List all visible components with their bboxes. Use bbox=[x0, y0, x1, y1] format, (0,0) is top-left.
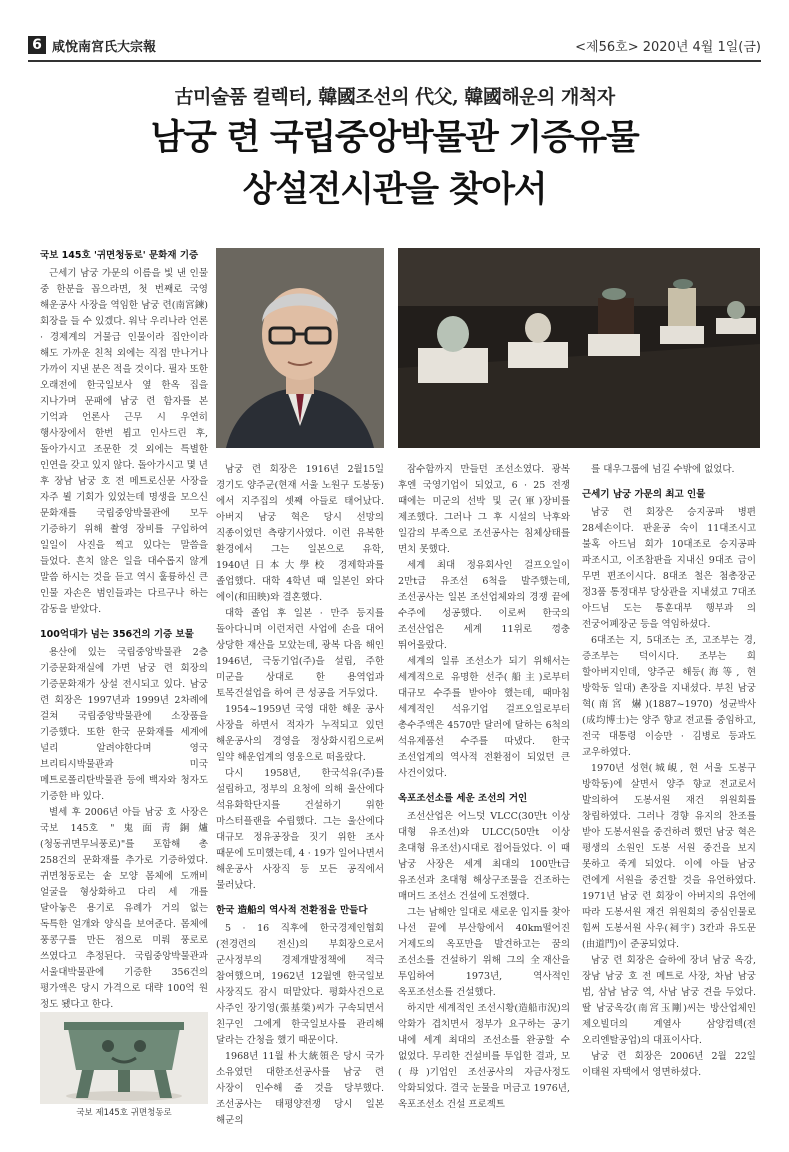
paragraph: 남궁 련 회장은 2006년 2월 22일 이태원 자택에서 영면하셨다. bbox=[582, 1051, 756, 1078]
portrait-photo bbox=[216, 248, 384, 448]
paragraph: 잠수함까지 만들던 조선소였다. 광복 후엔 국영기업이 되었고, 6 · 25 전쟁 때에는 미군의 선박 및 군(軍)장비를 제조했다. 그러나 그 후 시설의 낙후와 일감의 부족으로 조선공사는 침체상태를 면치 못했다. bbox=[398, 464, 570, 555]
headline-subtitle: 古미술품 컬렉터, 韓國조선의 代父, 韓國해운의 개척자 bbox=[174, 86, 615, 108]
issue-date: <제56호> 2020년 4월 1일(금) bbox=[575, 40, 761, 55]
paragraph: 하지만 세계적인 조선시황(造船市況)의 악화가 겹치면서 정부가 요구하는 공기 내에 세계 최대의 조선소를 완공할 수 없었다. 무리한 건설비를 투입한 결과, 모(母)기업인 조선공사의 자금사정도 악화되었다. 결국 눈물을 머금고 1976년, 옥포조선소 건설 프로젝트 bbox=[398, 1003, 570, 1110]
headline bbox=[28, 82, 761, 213]
paragraph: 별세 후 2006년 아들 남궁 호 사장은 국보 145호 "鬼面靑銅爐(청동귀면무늬풍로)"를 포함해 총 258건의 문화재를 추가로 기증하였다. 귀면청동로는 솥 모양 몸체에 도깨비 얼굴을 형상화하고 다리 세 개를 달아놓은 용기로 유례가 거의 없는 독특한 얼개와 양식을 보여준다. 몸체에 풍콩구를 만든 점으로 미뤄 풍로로 쓰였다고 추정된다. 국립중앙박물관과 서울대박물관에 기증한 356건의 평가액은 당시 가격으로 대략 100억 원 정도 됐다고 한다. bbox=[40, 807, 208, 1010]
section-subhead: 옥포조선소를 세운 조선의 거인 bbox=[398, 793, 528, 804]
section-subhead: 근세기 남궁 가문의 최고 인물 bbox=[582, 489, 706, 500]
page-number: 6 bbox=[28, 36, 46, 54]
paragraph: 1970년 성현(城峴, 현 서울 도봉구 방학동)에 살면서 양주 향교 전교로서 발의하여 도봉서원 재건 위원회를 창립하였다. 그러나 경향 유지의 찬조를 받아 도봉서원을 중건하려 했던 남궁 혁은 평생의 소원인 도봉 서원 중건을 보지 못하고 죽게 되었다. 이에 아들 남궁 련에게 서원을 중건할 것을 유언하였다. 1971년 남궁 련 회장이 아버지의 유언에 따라 도봉서원 재건 위원회의 중심인물로 힘써 도봉서원 사우(祠宇) 3칸과 유도문(由道門)이 준공되었다. bbox=[582, 763, 756, 950]
section-subhead: 국보 145호 '귀면청동로' 문화재 기증 bbox=[40, 250, 199, 261]
paragraph: 용산에 있는 국립중앙박물관 2층 기증문화재실에 가면 남궁 련 회장의 기증문화재가 상설 전시되고 있다. 남궁 련 회장은 1997년과 1999년 2차례에 걸쳐 국립중앙박물관에 소장품을 기증했다. 또한 한국 문화재를 세계에 널리 알려야한다며 영국 브리티시박물관과 미국 메트로폴리탄박물관 등에 백자와 청자도 기증한 바 있다. bbox=[40, 647, 208, 802]
paragraph: 6대조는 지, 5대조는 조, 고조부는 경, 증조부는 덕이시다. 조부는 희 할아버지인데, 양주군 해등(海等, 현 방학동 일대) 촌장을 지내셨다. 부친 남궁 혁(南宮 爀)(1887~1970) 성균박사(成均博士)는 양주 향교 전교를 중임하고, 전국 대통령 이승만 · 김병로 등과도 교우하였다. bbox=[582, 635, 756, 758]
paragraph: 다시 1958년, 한국석유(주)를 설립하고, 정부의 요청에 의해 울산에다 석유화학단지를 건설하기 위한 마스터플랜을 수립했다. 그는 울산에다 대규모 정유공장을 짓기 위한 조사 때문에 도미했는데, 4 · 19가 일어나면서 해운공사 사장직 등 모든 공직에서 물러났다. bbox=[216, 768, 384, 891]
artifact-caption: 국보 제145호 귀면청동로 bbox=[76, 1108, 172, 1118]
bronze-censer-icon bbox=[40, 1012, 208, 1104]
paper-name: 咸悅南宮氏大宗報 bbox=[52, 40, 157, 55]
headline-title-line1: 남궁 련 국립중앙박물관 기증유물 bbox=[150, 117, 639, 158]
paragraph: 그는 남해안 일대로 새로운 입지를 찾아 나선 끝에 부산항에서 40km떨어진 거제도의 옥포만을 발견하고는 꿈의 조선소를 건설하기 위해 그의 全재산을 투입하여 1973년, 역사적인 옥포조선소를 건설했다. bbox=[398, 907, 570, 998]
column-3 bbox=[398, 462, 570, 1113]
column-2 bbox=[216, 462, 384, 1129]
section-subhead: 100억대가 넘는 356건의 기증 보물 bbox=[40, 629, 194, 640]
paragraph: 조선산업은 어느덧 VLCC(30만t 이상 대형 유조선)와 ULCC(50만t 이상 초대형 유조선)시대로 접어들었다. 이 때 남궁 사장은 세계 최대의 100만t급 유조선과 초대형 해상구조물을 건조하는 매머드 조선소 건설에 도전했다. bbox=[398, 811, 570, 902]
artifact-photo bbox=[40, 1012, 208, 1104]
column-4 bbox=[582, 462, 756, 1081]
masthead bbox=[28, 34, 761, 62]
section-subhead: 한국 造船의 역사적 전환점을 만들다 bbox=[216, 905, 368, 916]
museum-display-case-icon bbox=[398, 248, 760, 448]
paragraph: 남궁 련 회장은 슬하에 장녀 남궁 옥강, 장남 남궁 호 전 메트로 사장, 차남 남궁 법, 삼남 남궁 역, 사남 남궁 견을 두었다. 딸 남궁옥강(南宮玉剛)씨는 방산업체인 제오빌더의 계열사 삼양컴텍(전 오리엔탈공업)의 대표이사다. bbox=[582, 955, 756, 1046]
paragraph: 1968년 11월 朴大統領은 당시 국가 소유였던 대한조선공사를 남궁 련 사장이 인수해 줄 것을 당부했다. 조선공사는 태평양전쟁 당시 일본 해군의 bbox=[216, 1051, 384, 1126]
paragraph: 세계 최대 정유회사인 걸프오일이 2만t급 유조선 6척을 발주했는데, 조선공사는 일본 조선업체와의 경쟁 끝에 수주에 성공했다. 이로써 한국의 조선산업은 세계 11위로 껑충 뛰어올랐다. bbox=[398, 560, 570, 651]
paragraph: 세계의 일류 조선소가 되기 위해서는 세계적으로 유명한 선주(船主)로부터 대규모 수주를 받아야 했는데, 때마침 세계적인 석유기업 걸프오일로부터 총수주액은 4570만 달러에 달하는 6척의 석유제품선 수주를 따냈다. 한국 조선업계의 역사적 전환점이 되었던 큰 사건이었다. bbox=[398, 656, 570, 779]
column-1 bbox=[40, 248, 208, 1013]
paragraph: 근세기 남궁 가문의 이름을 빛 낸 인물 중 한분을 꼽으라면, 첫 번째로 국영 해운공사 사장을 역임한 남궁 련(南宮鍊) 회장을 들 수 있겠다. 워낙 우리나라 언론 · 경제계의 거물급 인물이라 집안이라 해도 가까운 친척 외에는 직접 만나거나 가까이 지낸 분은 적을 것이다. 필자 또한 오래전에 한국일보사 옆 한옥 집을 지나가며 문패에 남궁 련 함자를 본 기억과 언론사 근무 시 우연히 행사장에서 한번 뵙고 인사드린 후, 돌아가시고 조문한 것 외에는 특별한 인연을 갖고 있지 않다. 돌아가시고 몇 년 후 장남 남궁 호 전 메트로신문 사장을 자주 뵐 기회가 있었는데 명생을 모으신 문화재를 국립중앙박물관에 모두 기증하기 위해 촬영 장비를 구입하여 일일이 사진을 찍고 있다는 말씀을 들었다. 흔치 않은 일을 대수롭지 않게 말씀 하시는 것을 듣고 역시 훌륭하신 큰 인물 자손은 범인들과는 다르구나 하는 감동을 받았다. bbox=[40, 268, 208, 615]
headline-title-line2: 상설전시관을 찾아서 bbox=[242, 169, 547, 210]
paragraph: 남궁 련 회장은 1916년 2월15일 경기도 양주군(현재 서울 노원구 도봉동)에서 지주집의 셋째 아들로 태어났다. 아버지 남궁 혁은 당시 선망의 직종이었던 측량기사였다. 이런 유복한 환경에서 그는 일본으로 유학, 1940년日本大學校 경제학과를 졸업했다. 대학 4학년 때 일본인 와다 에이(和田映)와 결혼했다. bbox=[216, 464, 384, 603]
gallery-photo bbox=[398, 248, 760, 448]
paragraph: 5 · 16 직후에 한국경제인협회(전경련의 전신)의 부회장으로서 군사정부의 경제개발정책에 적극 참여했으며, 1962년 12월엔 한국일보 사장직도 잠시 떠맡았다. 평화사건으로 사주인 장기영(張基榮)씨가 구속되면서 친구인 그에게 한국일보사를 관리해 달라는 간청을 했기 때문이다. bbox=[216, 923, 384, 1046]
paragraph: 대학 졸업 후 일본 · 만주 등지를 돌아다니며 이런저런 사업에 손을 대어 상당한 재산을 모았는데, 광복 다음 해인 1946년, 극동기업(주)을 설립, 주한 미군을 상대로 한 용역업과 토목건설업을 하여 큰 성공을 거두었다. bbox=[216, 608, 384, 699]
paragraph: 를 대우그룹에 넘길 수밖에 없었다. bbox=[591, 464, 735, 475]
elderly-man-portrait-icon bbox=[216, 248, 384, 448]
paragraph: 남궁 련 회장은 승지공파 병편 28세손이다. 판윤공 숙이 11대조시고 불혹 아드님 회가 10대조로 승지공파 파조시고, 이조참판을 지내신 9대조 급이 무면 편조이시다. 8대조 철은 첨총장군 정3품 통정대부 당상관을 지내셨고 7대조 아드님 도는 통훈대부 행부과 의 전궁어폐장군 등을 역임하셨다. bbox=[582, 507, 756, 630]
paragraph: 1954~1959년 국영 대한 해운 공사 사장을 하면서 적자가 누적되고 있던 해운공사의 경영을 정상화시킴으로써 일약 해운업계의 영웅으로 떠올랐다. bbox=[216, 704, 384, 763]
